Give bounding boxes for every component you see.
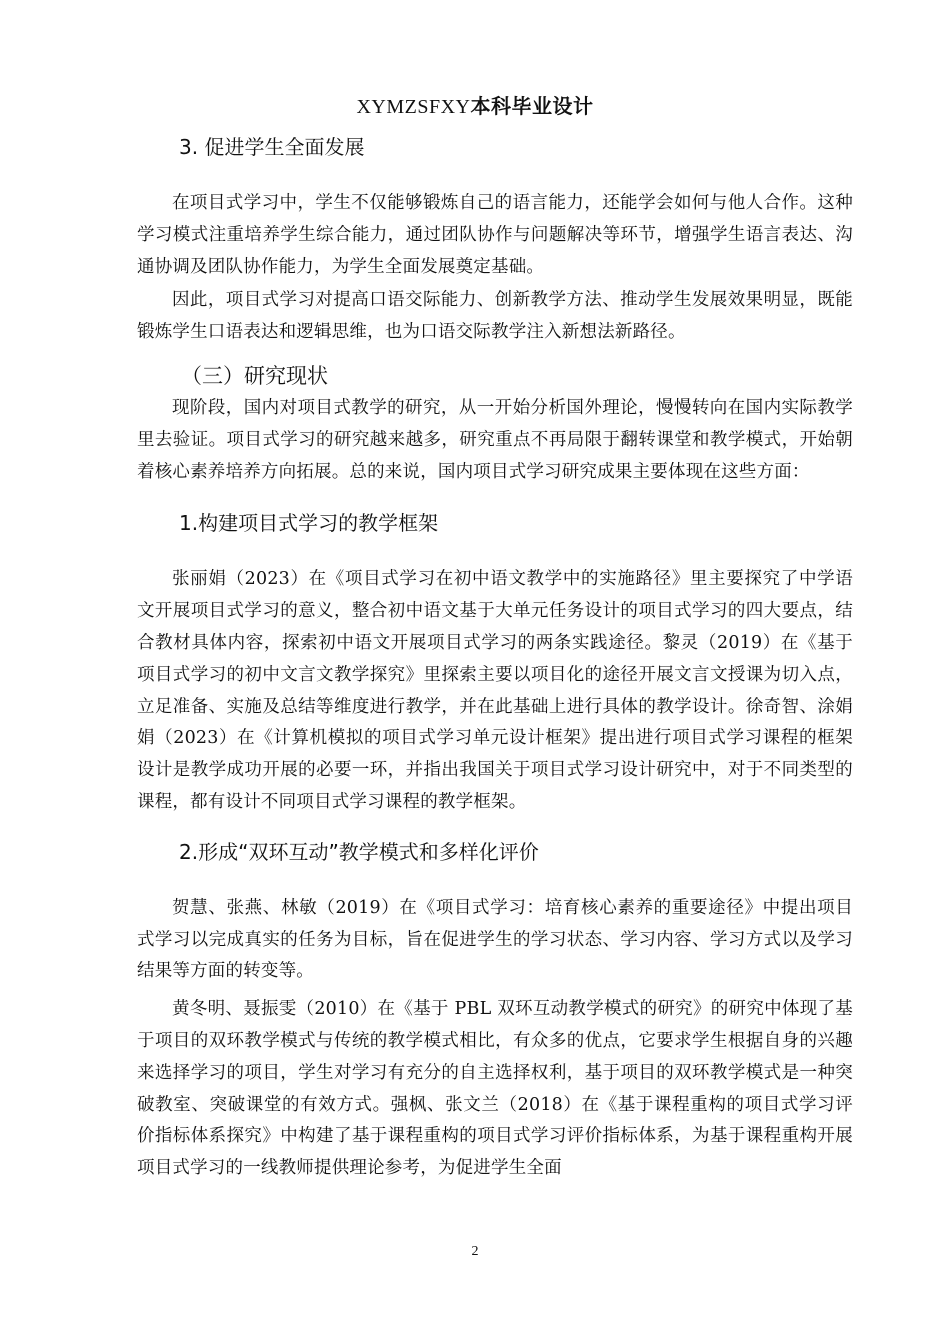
- page-number: 2: [471, 1244, 479, 1259]
- paragraph-core-literacy: 贺慧、张燕、林敏（2019）在《项目式学习：培育核心素养的重要途径》中提出项目式学习以完成真实的任务为目标，旨在促进学生的学习状态、学习内容、学习方式以及学习结果等方面的转变等。: [137, 897, 853, 982]
- paragraph-framework-studies: 张丽娟（2023）在《项目式学习在初中语文教学中的实施路径》里主要探究了中学语文开展项目式学习的意义，整合初中语文基于大单元任务设计的项目式学习的四大要点，结合教材具体内容，探索初中语文开展项目式学习的两条实践途径。黎灵（2019）在《基于项目式学习的初中文言文教学探究》里探索主要以项目化的途径开展文言文授课为切入点，立足准备、实施及总结等维度进行教学，并在此基础上进行具体的教学设计。徐奇智、涂娟娟（2023）在《计算机模拟的项目式学习单元设计框架》提出进行项目式学习课程的框架设计是教学成功开展的必要一环，并指出我国关于项目式学习设计研究中，对于不同类型的课程，都有设计不同项目式学习课程的教学框架。: [137, 569, 853, 812]
- heading-teaching-framework: 1.构建项目式学习的教学框架: [179, 511, 439, 536]
- paragraph-pbl-dual-loop: 黄冬明、聂振雯（2010）在《基于 PBL 双环互动教学模式的研究》的研究中体现了基于项目的双环教学模式与传统的教学模式相比，有众多的优点，它要求学生根据自身的兴趣来选择学习的项目，学生对学习有充分的自主选择权利，基于项目的双环教学模式是一种突破教室、突破课堂的有效方式。强枫、张文兰（2018）在《基于课程重构的项目式学习评价指标体系探究》中构建了基于课程重构的项目式学习评价指标体系，为基于课程重构开展项目式学习的一线教师提供理论参考，为促进学生全面: [137, 999, 853, 1179]
- header-code: XYMZSFXY: [356, 96, 471, 118]
- header-title: 本科毕业设计: [470, 94, 594, 118]
- paragraph-project-learning-benefits: 在项目式学习中，学生不仅能够锻炼自己的语言能力，还能学会如何与他人合作。这种学习模式注重培养学生综合能力，通过团队协作与问题解决等环节，增强学生语言表达、沟通协调及团队协作能力，为学生全面发展奠定基础。: [137, 193, 853, 277]
- document-body: [137, 130, 853, 1185]
- heading-research-status: （三）研究现状: [181, 363, 328, 388]
- paragraph-conclusion: 因此，项目式学习对提高口语交际能力、创新教学方法、推动学生发展效果明显，既能锻炼学生口语表达和逻辑思维，也为口语交际教学注入新想法新路径。: [137, 290, 853, 343]
- paragraph-research-intro: 现阶段，国内对项目式教学的研究，从一开始分析国外理论，慢慢转向在国内实际教学里去验证。项目式学习的研究越来越多，研究重点不再局限于翻转课堂和教学模式，开始朝着核心素养培养方向拓展。总的来说，国内项目式学习研究成果主要体现在这些方面：: [137, 397, 853, 482]
- heading-dual-loop-model: 2.形成“双环互动”教学模式和多样化评价: [179, 839, 539, 864]
- heading-promote-development: 3. 促进学生全面发展: [179, 135, 365, 159]
- running-header: [0, 92, 950, 121]
